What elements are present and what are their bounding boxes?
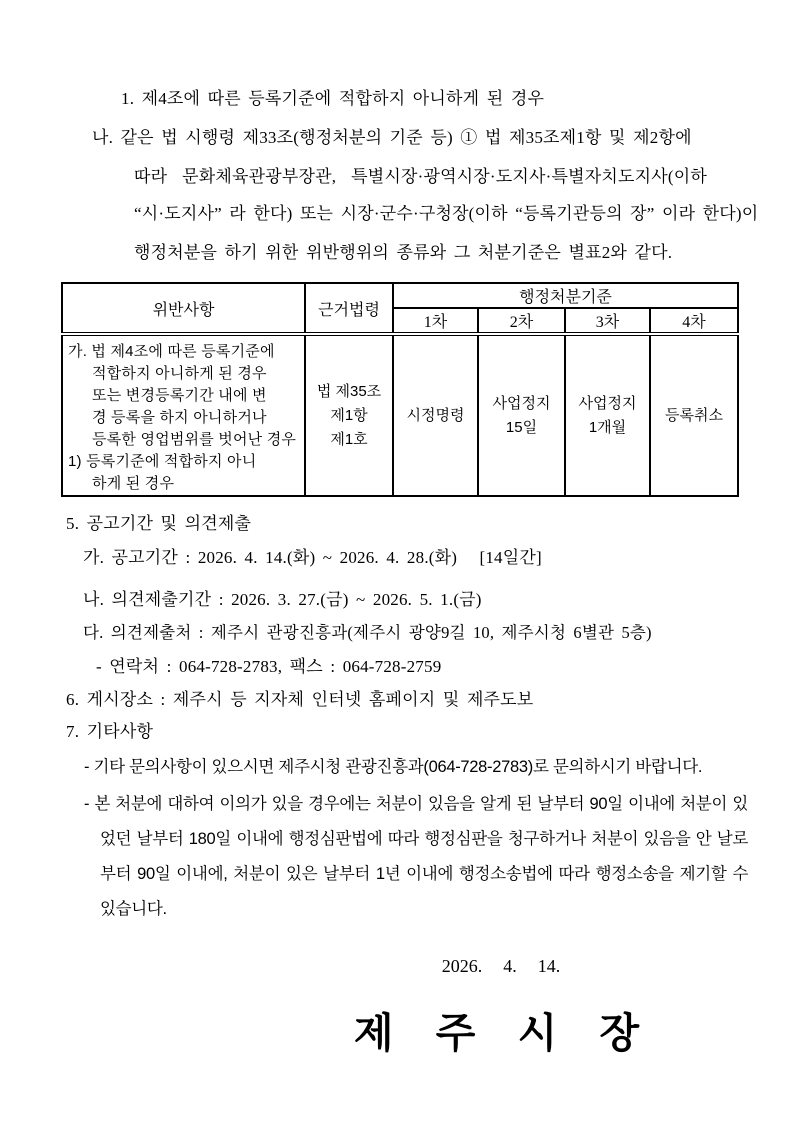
disposition-text: 등록취소 <box>665 406 723 424</box>
intro-line: 1. 제4조에 따른 등록기준에 적합하지 아니하게 된 경우 <box>121 89 545 108</box>
section7-heading: 7. 기타사항 <box>66 722 154 741</box>
table-header-violation: 위반사항 <box>62 283 305 334</box>
violation-cell <box>62 334 305 496</box>
violation-disposition-table <box>61 282 739 497</box>
table-header-1st: 1차 <box>393 308 478 334</box>
section7-note-appeal: - 본 처분에 대하여 이의가 있을 경우에는 처분이 있음을 알게 된 날부터 90일 이내에 처분이 있었던 날부터 180일 이내에 행정심판법에 따라 행정심판을 청구하거나 처분이 있음을 안 날로부터 90일 이내에, 처분이 있은 날부터 1년 이내에 행정소송법에 따라 행정소송을 제기할 수 있습니다. <box>84 795 748 918</box>
disposition-1st-cell <box>393 334 478 496</box>
section5-heading: 5. 공고기간 및 의견제출 <box>66 514 252 533</box>
disposition-text: 15일 <box>505 418 538 436</box>
violation-text: 1) 등록기준에 적합하지 아니 <box>68 453 257 470</box>
mayor-signature: 제 주 시 장 <box>353 1010 641 1056</box>
violation-text: 적합하지 아니하게 된 경우 <box>92 365 267 382</box>
section7-note-inquiry: - 기타 문의사항이 있으시면 제주시청 관광진흥과(064-728-2783)로 문의하시기 바랍니다. <box>84 758 703 776</box>
table-header-disposition-group: 행정처분기준 <box>393 283 738 308</box>
table-header-legal-basis: 근거법령 <box>305 283 393 334</box>
table-header-2nd: 2차 <box>478 308 565 334</box>
table-header-3rd: 3차 <box>565 308 650 334</box>
intro-line: “시·도지사” 라 한다) 또는 시장·군수·구청장(이하 “등록기관등의 장” 이라 한다)이 <box>134 204 759 223</box>
violation-text: 하게 된 경우 <box>92 475 175 492</box>
section5-item-contact: - 연락처 : 064-728-2783, 팩스 : 064-728-2759 <box>96 657 442 676</box>
disposition-2nd-cell <box>478 334 565 496</box>
violation-text: 등록한 영업범위를 벗어난 경우 <box>92 431 297 448</box>
violation-text: 경 등록을 하지 아니하거나 <box>92 409 267 426</box>
violation-text: 가. 법 제4조에 따른 등록기준에 <box>68 343 275 360</box>
legal-basis-text: 법 제35조 <box>316 382 382 400</box>
legal-basis-cell <box>305 334 393 496</box>
disposition-text: 사업정지 <box>578 394 637 412</box>
disposition-text: 사업정지 <box>492 394 551 412</box>
intro-line: 나. 같은 법 시행령 제33조(행정처분의 기준 등) ① 법 제35조제1항 및 제2항에 <box>92 128 692 147</box>
disposition-3rd-cell <box>565 334 650 496</box>
disposition-4th-cell <box>650 334 738 496</box>
intro-line: 행정처분을 하기 위한 위반행위의 종류와 그 처분기준은 별표2와 같다. <box>134 243 673 262</box>
section6-heading: 6. 게시장소 : 제주시 등 지자체 인터넷 홈페이지 및 제주도보 <box>66 690 534 709</box>
document-date: 2026. 4. 14. <box>441 956 561 976</box>
disposition-text: 1개월 <box>588 418 627 436</box>
violation-text: 또는 변경등록기간 내에 변 <box>92 387 267 404</box>
section5-item-notice-period: 가. 공고기간 : 2026. 4. 14.(화) ~ 2026. 4. 28.(화) [14일간] <box>83 548 542 567</box>
legal-basis-text: 제1호 <box>330 430 368 448</box>
disposition-text: 시정명령 <box>406 406 465 424</box>
section5-item-opinion-address: 다. 의견제출처 : 제주시 관광진흥과(제주시 광양9길 10, 제주시청 6별관 5층) <box>83 623 652 642</box>
section5-item-opinion-period: 나. 의견제출기간 : 2026. 3. 27.(금) ~ 2026. 5. 1.(금) <box>83 590 482 609</box>
intro-line: 따라 문화체육관광부장관, 특별시장·광역시장·도지사·특별자치도지사(이하 <box>134 167 707 186</box>
legal-basis-text: 제1항 <box>330 406 368 424</box>
table-header-4th: 4차 <box>650 308 738 334</box>
table-row <box>62 334 738 496</box>
